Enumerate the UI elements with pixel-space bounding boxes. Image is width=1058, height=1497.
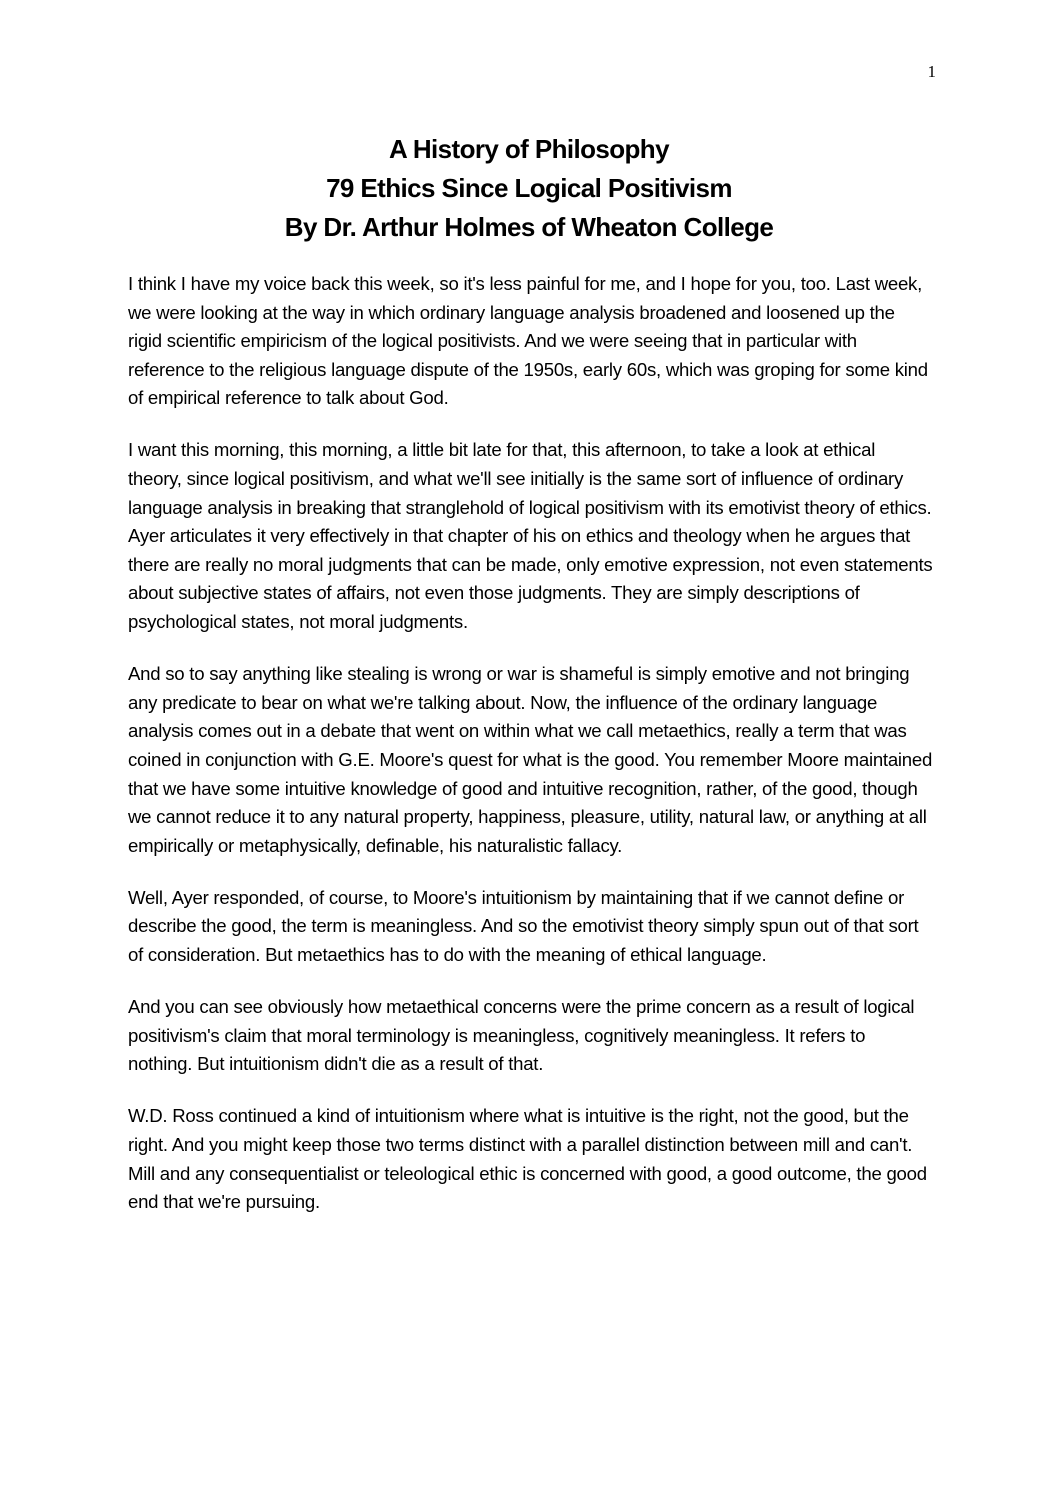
- paragraph: W.D. Ross continued a kind of intuitionism where what is intuitive is the right, not the good, but the right. And you might keep those two terms distinct with a parallel distinction between mill and can't. Mill and any consequentialist or teleological ethic is concerned with good, a good outcome, the good end that we're pursuing.: [128, 1105, 927, 1213]
- paragraph: Well, Ayer responded, of course, to Moore's intuitionism by maintaining that if we cannot define or describe the good, the term is meaningless. And so the emotivist theory simply spun out of that sort of consideration. But metaethics has to do with the meaning of ethical language.: [128, 886, 919, 965]
- paragraph: I think I have my voice back this week, so it's less painful for me, and I hope for you, too. Last week, we were looking at the way in which ordinary language analysis broadened and loosened up the rigid scientific empiricism of the logical positivists. And we were seeing that in particular with reference to the religious language dispute of the 1950s, early 60s, which was groping for some kind of empirical reference to talk about God.: [128, 273, 928, 409]
- title-line-lecture: 79 Ethics Since Logical Positivism: [326, 173, 732, 203]
- title-line-series: A History of Philosophy: [389, 134, 669, 164]
- paragraph: I want this morning, this morning, a little bit late for that, this afternoon, to take a look at ethical theory, since logical positivism, and what we'll see initially is the same sort of influence of ordinary language analysis in breaking that stranglehold of logical positivism with its emotivist theory of ethics. Ayer articulates it very effectively in that chapter of his on ethics and theology when he argues that there are really no moral judgments that can be made, only emotive expression, not even statements about subjective states of affairs, not even those judgments. They are simply descriptions of psychological states, not moral judgments.: [128, 439, 933, 633]
- page-number: 1: [927, 62, 936, 81]
- paragraph: And you can see obviously how metaethical concerns were the prime concern as a result of logical positivism's claim that moral terminology is meaningless, cognitively meaningless. It refers to nothing. But intuitionism didn't die as a result of that.: [128, 996, 915, 1075]
- paragraph: And so to say anything like stealing is wrong or war is shameful is simply emotive and not bringing any predicate to bear on what we're talking about. Now, the influence of the ordinary language analysis comes out in a debate that went on within what we call metaethics, really a term that was coined in conjunction with G.E. Moore's quest for what is the good. You remember Moore maintained that we have some intuitive knowledge of good and intuitive recognition, rather, of the good, though we cannot reduce it to any natural property, happiness, pleasure, utility, natural law, or anything at all empirically or metaphysically, definable, his naturalistic fallacy.: [128, 663, 933, 856]
- title-line-author: By Dr. Arthur Holmes of Wheaton College: [284, 212, 774, 242]
- document-body: [128, 270, 933, 1240]
- document-title: [0, 130, 1058, 247]
